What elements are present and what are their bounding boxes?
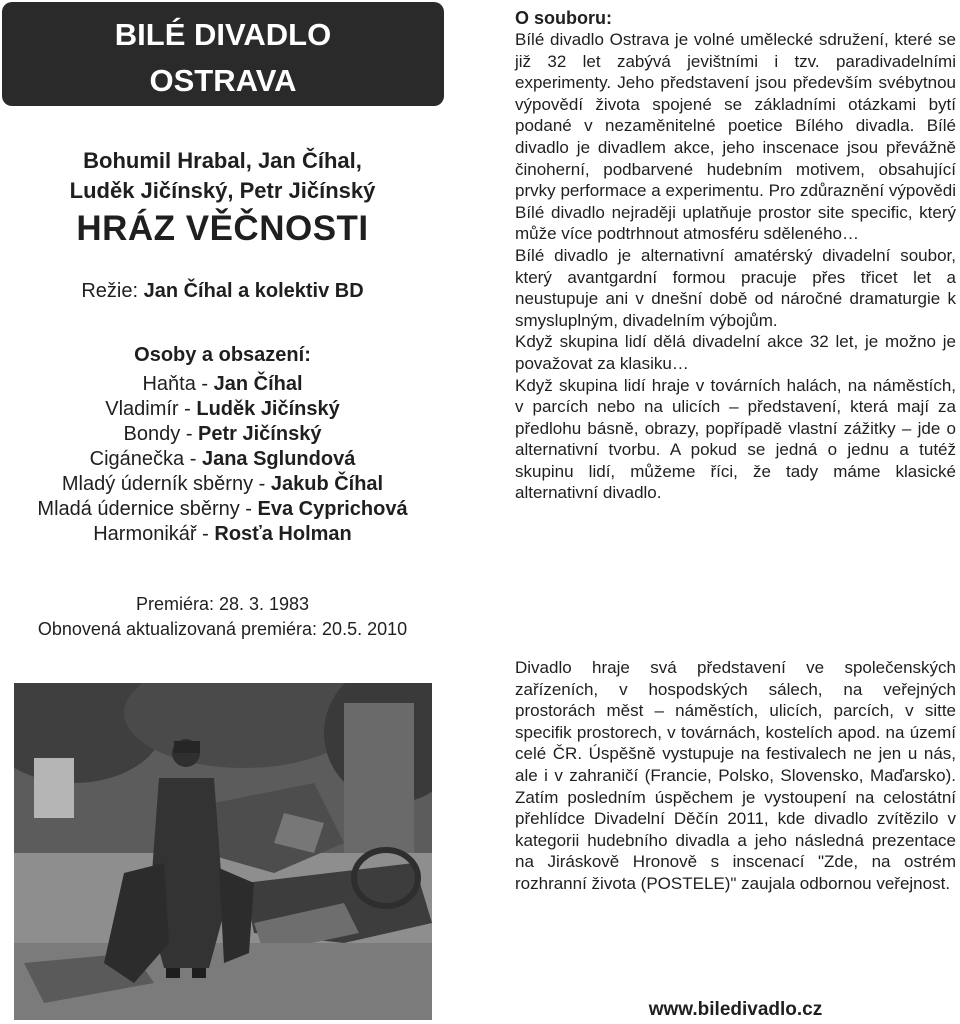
cast-role: Vladimír - [105, 398, 197, 420]
director-label: Režie: [81, 280, 139, 302]
cast-actor: Jana Sglundová [201, 448, 356, 470]
authors [0, 146, 445, 206]
renewed-premiere-date: Obnovená aktualizovaná premiéra: 20.5. 2010 [37, 619, 408, 639]
cast-row [0, 497, 445, 522]
about-paragraph-5: Divadlo hraje svá představení ve společenských zařízeních, v hospodských sálech, na veřejných prostorách měst – náměstích, ulicích, parcích, v sitte specifik prostorech, v továrnách, kostelích apod. na území celé ČR. Úspěšně vystupuje na festivalech ne jen u nás, ale i v zahraničí (Francie, Polsko, Slovensko, Maďarsko). Zatím posledním úspěchem je vystoupení na celostátní přehlídce Divadelní Děčín 2011, kde divadlo zvítězilo v kategorii hudebního divadla a jeho následná prezentace na Jiráskově Hronově s inscenací "Zde, na ostrém rozhranní života (POSTELE)" zaujala odbornou veřejnost. [515, 658, 956, 893]
about-paragraph-1: Bílé divadlo Ostrava je volné umělecké sdružení, které se již 32 let zabývá jevištními i tzv. paradivadelními experimenty. Jeho představení jsou především svébytnou výpovědí života spojené se základními otázkami bytí podané v nezaměnitelné poetice Bílého divadla. Bílé divadlo je divadlem akce, jeho inscenace jsou převážně činoherní, podbarvené hudebním motivem, obsahující prvky performace a experimentu. Pro zdůraznění výpovědi Bílé divadlo nejraději uplatňuje prostor site specific, který může více podtrhnout atmosféru sděleného… [515, 30, 956, 244]
cast-role: Bondy - [123, 423, 199, 445]
cast-actor: Eva Cyprichová [257, 498, 408, 520]
about-heading: O souboru: [515, 8, 612, 28]
director-name: Jan Číhal a kolektiv BD [143, 280, 364, 302]
cast-actor: Rosťa Holman [214, 523, 352, 545]
website-link[interactable]: www.biledivadlo.cz [648, 999, 823, 1020]
cast-actor: Jan Číhal [213, 373, 303, 395]
cast-role: Mladý úderník sběrny - [61, 473, 271, 495]
theatre-name: BILÉ DIVADLO [114, 17, 332, 52]
authors-line-1: Bohumil Hrabal, Jan Číhal, [83, 148, 362, 173]
cast-actor: Luděk Jičínský [196, 398, 340, 420]
about-paragraph-4: Když skupina lidí hraje v továrních halách, na náměstích, v parcích nebo na ulicích – představení, která mají za předlohu básně, obrazy, popřípadě vlastní zážitky – jde o alternativní tvorbu. A pokud se jedná o jednu a tutéž skupinu lidí, můžeme říci, že tady máme klasické alternativní divadlo. [515, 375, 956, 503]
cast-row [0, 397, 445, 422]
cast-actor: Petr Jičínský [198, 423, 322, 445]
cast-row [0, 522, 445, 547]
cast-role: Cigánečka - [89, 448, 202, 470]
cast-actor: Jakub Číhal [270, 473, 384, 495]
about-paragraph-2: Bílé divadlo je alternativní amatérský divadelní soubor, který avantgardní formou pracuje přes třicet let a neustupuje ani v dnešní době od náročné dramaturgie k smysluplným, divadelním výbojům. [515, 245, 956, 330]
authors-line-2: Luděk Jičínský, Petr Jičínský [69, 178, 376, 203]
cast-role: Harmonikář - [93, 523, 215, 545]
production-photo [14, 683, 432, 1020]
cast-row [0, 472, 445, 497]
performance-section [515, 657, 956, 895]
about-paragraph-3: Když skupina lidí dělá divadelní akce 32 let, je možno je považovat za klasiku… [515, 332, 956, 373]
play-title: HRÁZ VĚČNOSTI [76, 209, 369, 248]
premiere-date: Premiéra: 28. 3. 1983 [135, 594, 310, 614]
cast-row [0, 372, 445, 397]
cast-role: Haňta - [142, 373, 214, 395]
director-line [0, 278, 445, 304]
cast-row [0, 447, 445, 472]
about-section [515, 7, 956, 504]
premiere-info [0, 592, 445, 642]
cast-role: Mladá údernice sběrny - [37, 498, 258, 520]
theatre-city: OSTRAVA [149, 63, 297, 98]
cast-heading: Osoby a obsazení: [134, 344, 311, 366]
cast-row [0, 422, 445, 447]
theatre-title-box [2, 2, 444, 106]
cast-list [0, 372, 445, 547]
